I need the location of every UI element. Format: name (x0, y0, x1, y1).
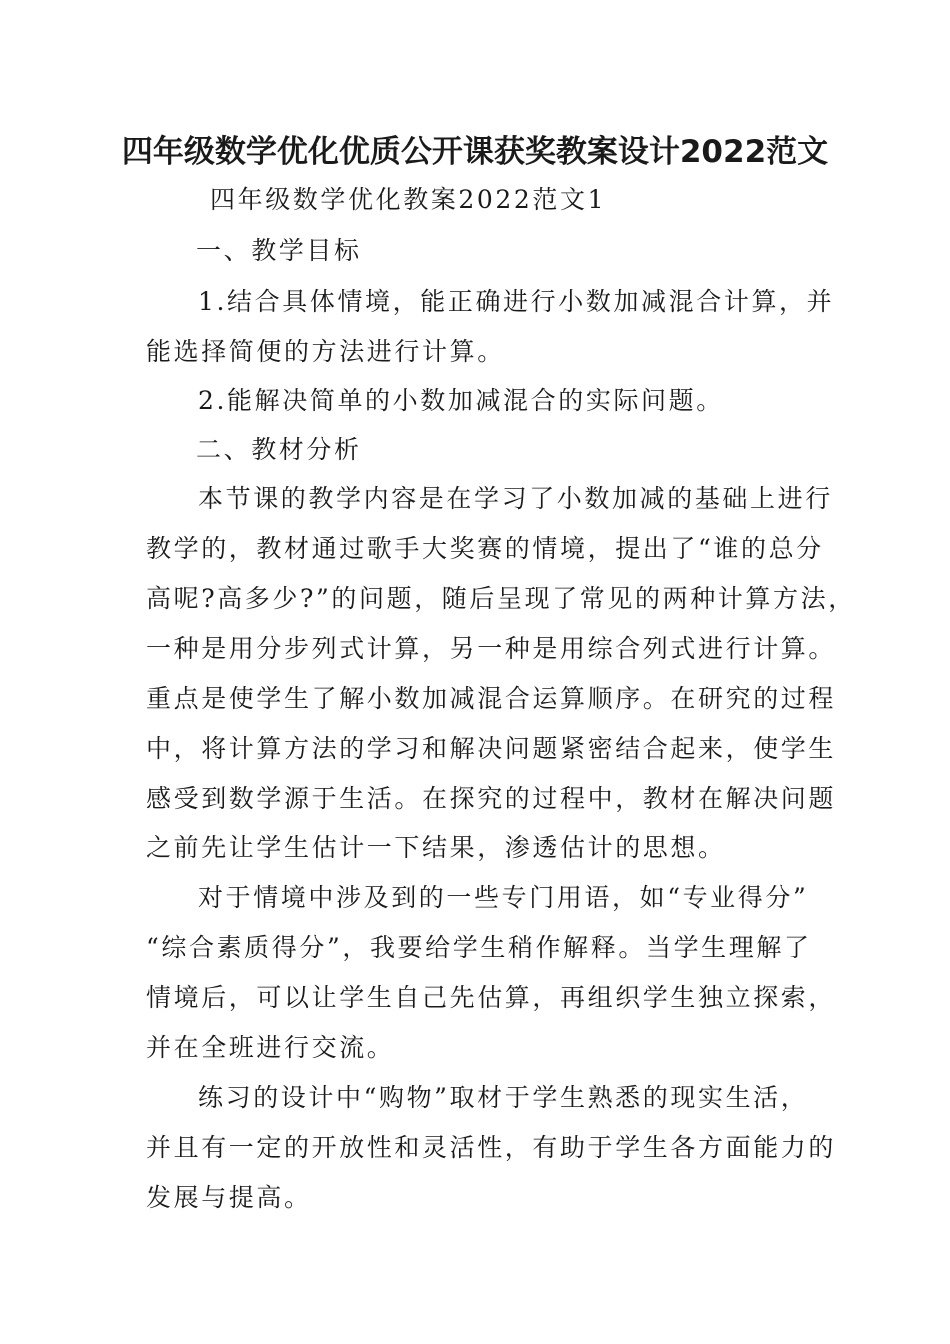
paragraph-3-line: 练习的设计中“购物”取材于学生熟悉的现实生活， (198, 1083, 809, 1112)
paragraph-2-line: “综合素质得分”，我要给学生稍作解释。当学生理解了 (146, 933, 812, 962)
paragraph-1-line: 一种是用分步列式计算，另一种是用综合列式进行计算。 (146, 634, 837, 663)
paragraph-1-line: 之前先让学生估计一下结果，渗透估计的思想。 (146, 833, 726, 862)
paragraph-3-line: 发展与提高。 (146, 1183, 312, 1212)
paragraph-1-line: 中，将计算方法的学习和解决问题紧密结合起来，使学生 (146, 734, 837, 763)
section-heading-analysis: 二、教材分析 (196, 435, 362, 464)
paragraph-1-line: 感受到数学源于生活。在探究的过程中，教材在解决问题 (146, 784, 837, 813)
paragraph-3-line: 并且有一定的开放性和灵活性，有助于学生各方面能力的 (146, 1133, 837, 1162)
goal-1-line-2: 能选择简便的方法进行计算。 (146, 337, 505, 366)
document-title: 四年级数学优化优质公开课获奖教案设计2022范文 (121, 134, 829, 170)
paragraph-1-line: 教学的，教材通过歌手大奖赛的情境，提出了“谁的总分 (146, 534, 824, 563)
paragraph-2-line: 对于情境中涉及到的一些专门用语，如“专业得分” (198, 883, 809, 912)
goal-1-line-1: 1.结合具体情境，能正确进行小数加减混合计算，并 (198, 287, 835, 316)
section-heading-objectives: 一、教学目标 (196, 236, 362, 265)
paragraph-2-line: 并在全班进行交流。 (146, 1033, 395, 1062)
document-subtitle: 四年级数学优化教案2022范文1 (210, 185, 607, 214)
goal-2: 2.能解决简单的小数加减混合的实际问题。 (198, 386, 724, 415)
paragraph-2-line: 情境后，可以让学生自己先估算，再组织学生独立探索， (146, 983, 837, 1012)
paragraph-1-line: 高呢?高多少?”的问题，随后呈现了常见的两种计算方法， (146, 584, 856, 613)
paragraph-1-line: 本节课的教学内容是在学习了小数加减的基础上进行 (198, 484, 833, 513)
paragraph-1-line: 重点是使学生了解小数加减混合运算顺序。在研究的过程 (146, 684, 837, 713)
